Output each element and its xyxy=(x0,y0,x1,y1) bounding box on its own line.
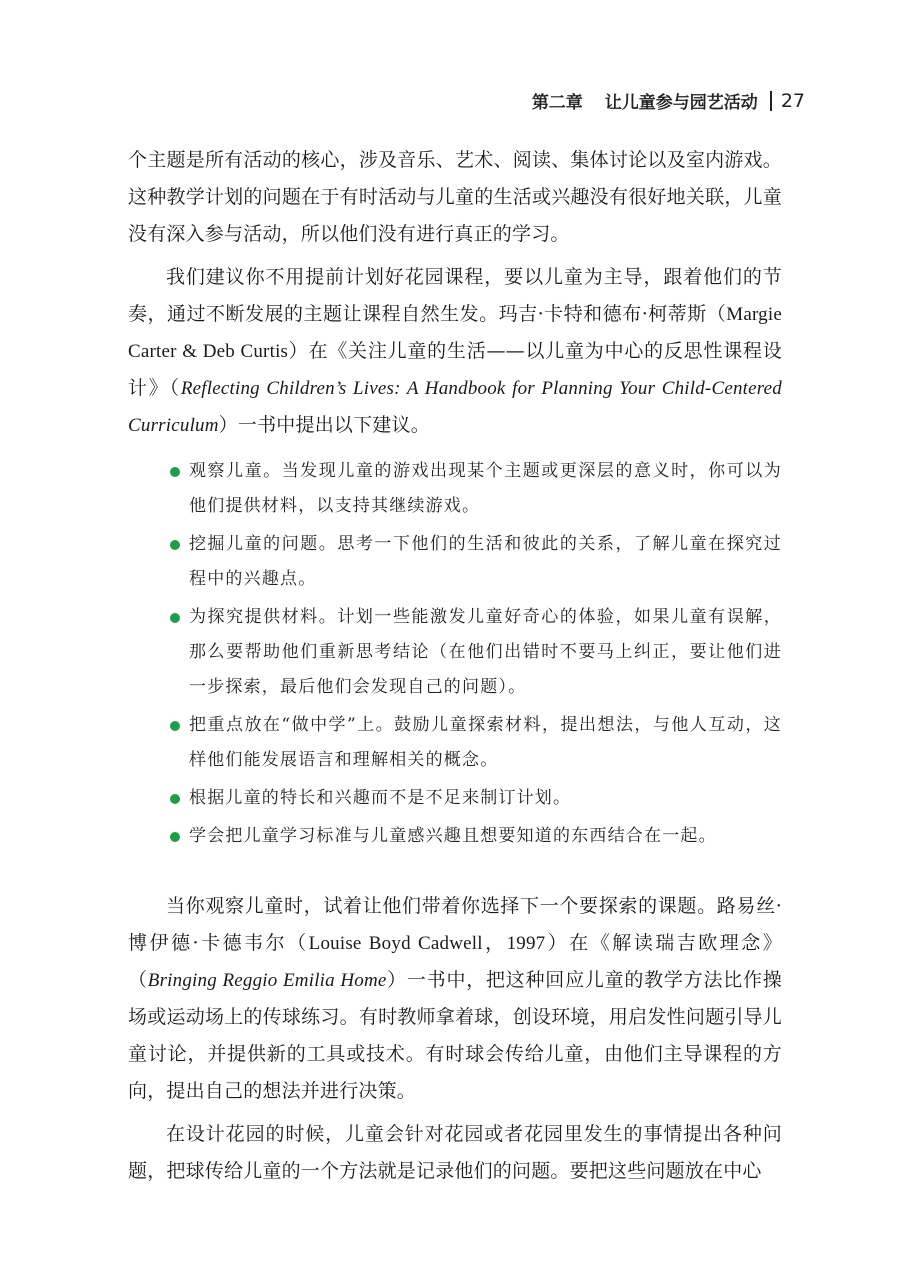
paragraph-2-authors-en: Margie Carter & Deb Curtis xyxy=(128,304,782,362)
running-header xyxy=(532,88,805,113)
bullet-dot-icon xyxy=(170,832,180,842)
paragraph-2 xyxy=(128,259,782,444)
list-item-text: 为探究提供材料。计划一些能激发儿童好奇心的体验，如果儿童有误解，那么要帮助他们重新思考结论（在他们出错时不要马上纠正，要让他们进一步探索，最后他们会发现自己的问题）。 xyxy=(189,607,782,697)
list-item xyxy=(170,708,782,778)
paragraph-4: 在设计花园的时候，儿童会针对花园或者花园里发生的事情提出各种问题，把球传给儿童的一个方法就是记录他们的问题。要把这些问题放在中心 xyxy=(128,1123,782,1182)
page-number: 27 xyxy=(780,89,805,112)
bullet-dot-icon xyxy=(170,613,180,623)
suggestion-list xyxy=(128,454,782,854)
paragraph-2-part-3: ）一书中提出以下建议。 xyxy=(218,414,430,436)
list-item xyxy=(170,819,782,854)
paragraph-3-book-en: Bringing Reggio Emilia Home xyxy=(147,970,387,991)
bullet-dot-icon xyxy=(170,467,180,477)
list-item-text: 学会把儿童学习标准与儿童感兴趣且想要知道的东西结合在一起。 xyxy=(189,826,717,846)
paragraph-3-author-en: Louise Boyd Cadwell，1997 xyxy=(308,933,546,954)
list-item-text: 根据儿童的特长和兴趣而不是不足来制订计划。 xyxy=(189,788,572,808)
paragraph-3-part-2: ）在《解读瑞吉欧理念》（ xyxy=(128,932,783,991)
list-item xyxy=(170,454,782,524)
paragraph-3 xyxy=(128,888,782,1110)
paragraph-2-part-2: ）在《关注儿童的生活——以儿童为中心的反思性课程设计》（ xyxy=(128,340,782,399)
header-divider xyxy=(770,91,772,111)
paragraph-2-part-1: 我们建议你不用提前计划好花园课程，要以儿童为主导，跟着他们的节奏，通过不断发展的主题让课程自然生发。玛吉·卡特和德布·柯蒂斯（ xyxy=(128,266,782,325)
page-body xyxy=(128,142,782,1190)
list-item-text: 把重点放在“做中学”上。鼓励儿童探索材料，提出想法，与他人互动，这样他们能发展语言和理解相关的概念。 xyxy=(189,715,782,770)
chapter-label: 第二章 xyxy=(531,93,583,113)
list-item-text: 挖掘儿童的问题。思考一下他们的生活和彼此的关系，了解儿童在探究过程中的兴趣点。 xyxy=(189,534,782,589)
paragraph-2-book-en: Reflecting Children’s Lives: A Handbook for Planning Your Child-Centered Curriculum xyxy=(128,378,782,436)
chapter-title: 让儿童参与园艺活动 xyxy=(604,93,758,113)
paragraph-3-part-3: ）一书中，把这种回应儿童的教学方法比作操场或运动场上的传球练习。有时教师拿着球，创设环境，用启发性问题引导儿童讨论，并提供新的工具或技术。有时球会传给儿童，由他们主导课程的方向，提出自己的想法并进行决策。 xyxy=(128,969,782,1102)
paragraph-3-part-1: 当你观察儿童时，试着让他们带着你选择下一个要探索的课题。路易丝·博伊德·卡德韦尔（ xyxy=(128,895,782,954)
list-item xyxy=(170,527,782,597)
list-item-text: 观察儿童。当发现儿童的游戏出现某个主题或更深层的意义时，你可以为他们提供材料，以支持其继续游戏。 xyxy=(189,461,782,516)
paragraph-1: 个主题是所有活动的核心，涉及音乐、艺术、阅读、集体讨论以及室内游戏。这种教学计划的问题在于有时活动与儿童的生活或兴趣没有很好地关联，儿童没有深入参与活动，所以他们没有进行真正的学习。 xyxy=(128,149,782,245)
bullet-dot-icon xyxy=(170,794,180,804)
bullet-dot-icon xyxy=(170,540,180,550)
list-item xyxy=(170,600,782,705)
list-item xyxy=(170,781,782,816)
bullet-dot-icon xyxy=(170,721,180,731)
